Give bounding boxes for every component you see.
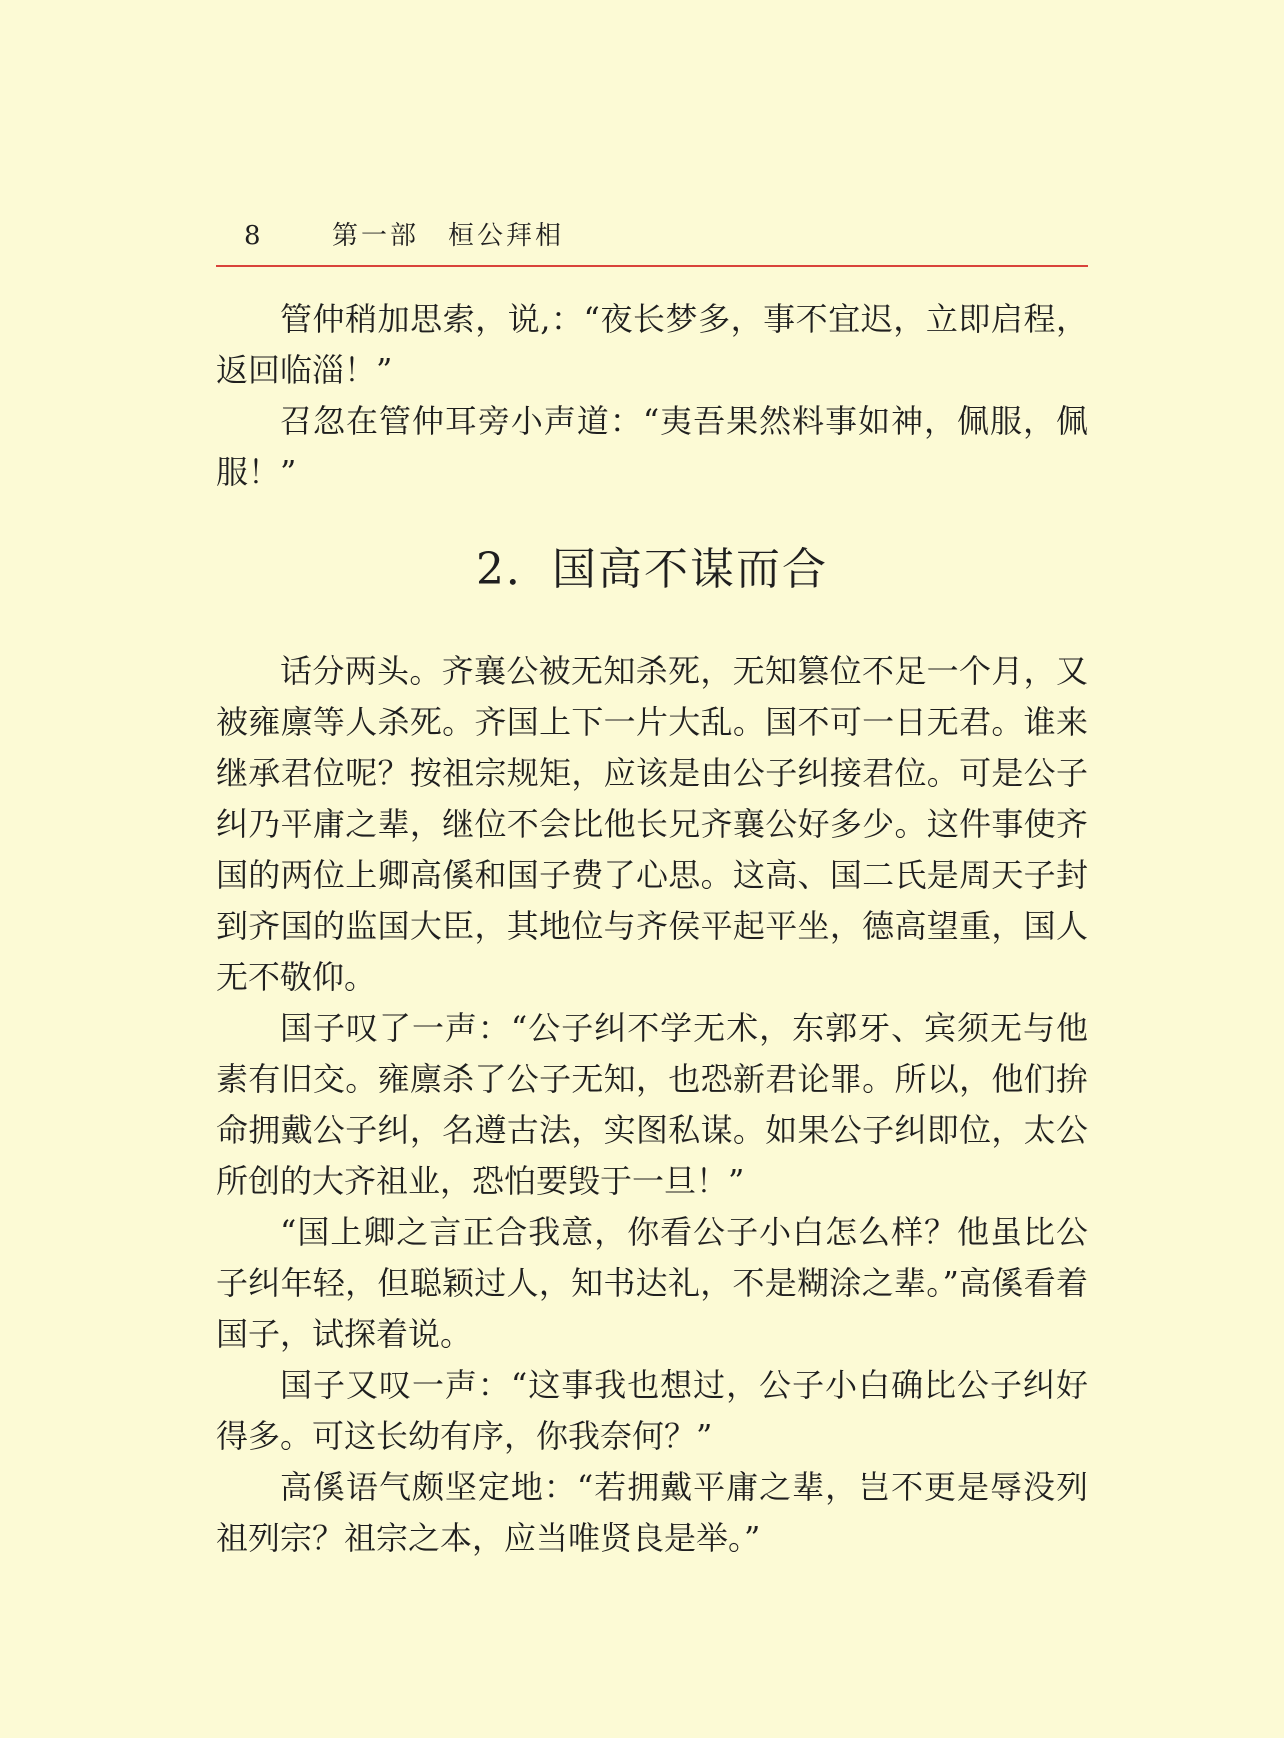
paragraph: “国上卿之言正合我意，你看公子小白怎么样？他虽比公子纠年轻，但聪颖过人，知书达礼，不是糊涂之辈。”高傒看着国子，试探着说。 xyxy=(216,1213,1088,1353)
running-header-title: 第一部 桓公拜相 xyxy=(332,221,565,251)
section-title: 2．国高不谋而合 xyxy=(476,544,828,595)
paragraph: 召忽在管仲耳旁小声道：“夷吾果然料事如神，佩服，佩服！” xyxy=(216,402,1088,491)
book-page xyxy=(216,0,1088,1738)
paragraph: 高傒语气颇坚定地：“若拥戴平庸之辈，岂不更是辱没列祖列宗？祖宗之本，应当唯贤良是举。” xyxy=(216,1468,1088,1557)
paragraph: 管仲稍加思索，说,：“夜长梦多，事不宜迟，立即启程，返回临淄！” xyxy=(216,300,1088,389)
section-text xyxy=(216,646,1088,1564)
header-rule xyxy=(216,265,1088,267)
page-number: 8 xyxy=(244,221,261,251)
paragraph: 国子又叹一声：“这事我也想过，公子小白确比公子纠好得多。可这长幼有序，你我奈何？” xyxy=(216,1366,1088,1455)
intro-text xyxy=(216,294,1088,498)
running-header xyxy=(216,218,1088,254)
paragraph: 话分两头。齐襄公被无知杀死，无知篡位不足一个月，又被雍廪等人杀死。齐国上下一片大乱。国不可一日无君。谁来继承君位呢？按祖宗规矩，应该是由公子纠接君位。可是公子纠乃平庸之辈，继位不会比他长兄齐襄公好多少。这件事使齐国的两位上卿高傒和国子费了心思。这高、国二氏是周天子封到齐国的监国大臣，其地位与齐侯平起平坐，德高望重，国人无不敬仰。 xyxy=(216,652,1088,996)
paragraph: 国子叹了一声：“公子纠不学无术，东郭牙、宾须无与他素有旧交。雍廪杀了公子无知，也恐新君论罪。所以，他们拚命拥戴公子纠，名遵古法，实图私谋。如果公子纠即位，太公所创的大齐祖业，恐怕要毁于一旦！” xyxy=(216,1009,1088,1200)
